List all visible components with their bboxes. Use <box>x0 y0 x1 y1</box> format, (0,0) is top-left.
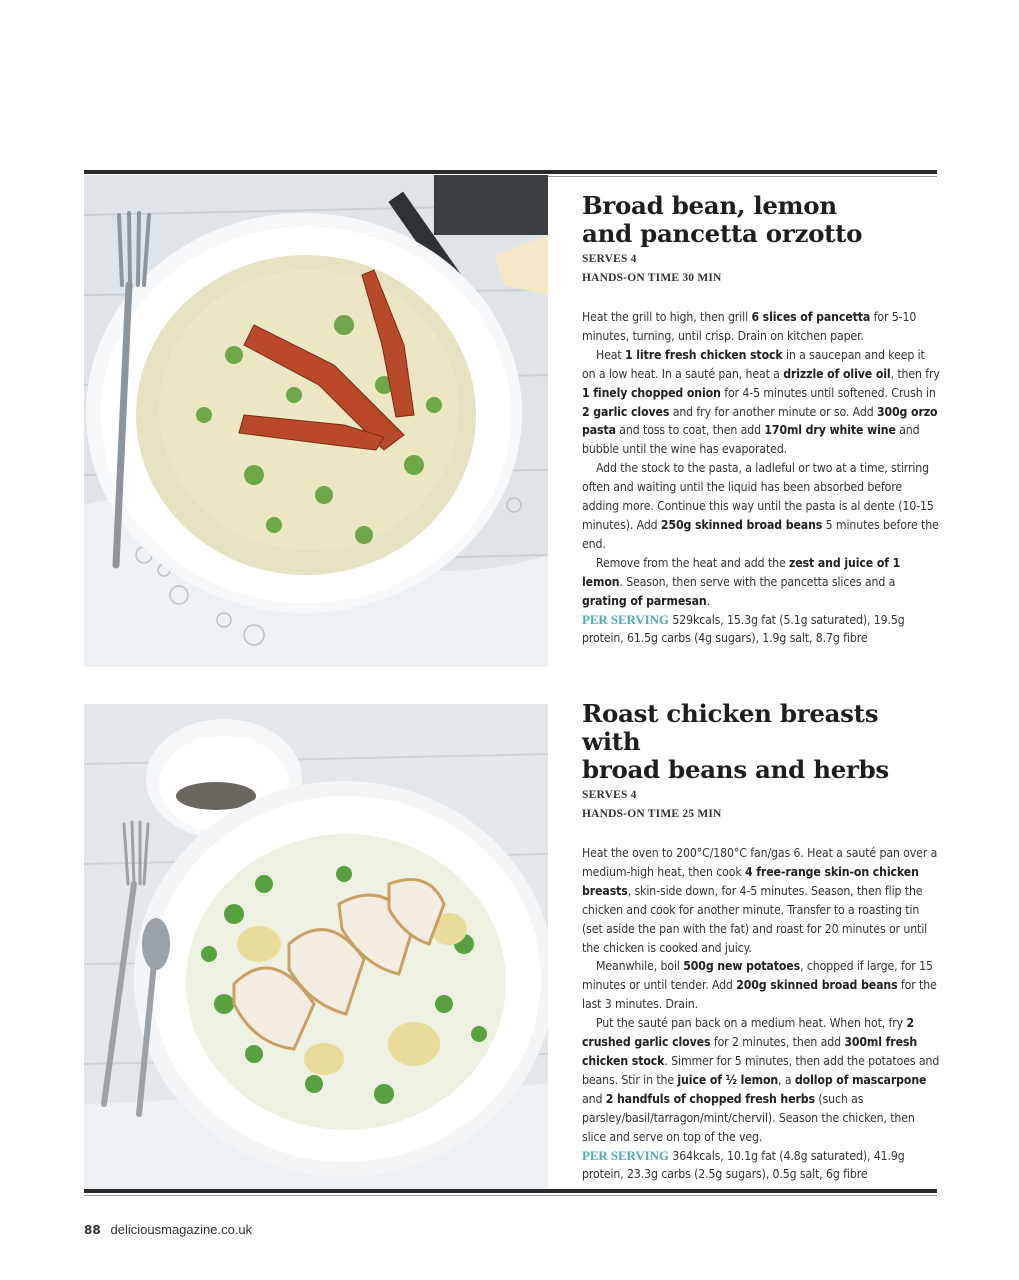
method-paragraph: Remove from the heat and add the zest and juice of 1 lemon. Season, then serve with the pancetta slices and a grating of parmesan. <box>582 555 901 608</box>
ingredient: grating of parmesan <box>582 593 707 608</box>
ingredient: 300g orzo pasta <box>582 404 938 438</box>
ingredient: 4 free-range skin-on chicken breasts <box>582 864 919 898</box>
ingredient: drizzle of olive oil <box>783 366 891 381</box>
recipe-method <box>582 308 940 648</box>
per-serving: PER SERVING 364kcals, 10.1g fat (4.8g saturated), 41.9g protein, 23.3g carbs (2.5g sugars), 0.5g salt, 6g fibre <box>582 1147 905 1182</box>
recipe-method <box>582 844 940 1184</box>
ingredient: zest and juice of 1 lemon <box>582 555 901 589</box>
ingredient: 1 litre fresh chicken stock <box>625 347 783 362</box>
recipe-orzotto <box>582 192 940 648</box>
time-label: HANDS-ON TIME 30 MIN <box>582 272 722 284</box>
recipe-title: Roast chicken breasts with broad beans and herbs <box>582 699 889 784</box>
method-paragraph: Put the sauté pan back on a medium heat. When hot, fry 2 crushed garlic cloves for 2 minutes, then add 300ml fresh chicken stock. Simmer for 5 minutes, then add the potatoes and beans. Stir in the juice of ½ lemon, a dollop of mascarpone and 2 handfuls of chopped fresh herbs (such as parsley/basil/tarragon/mint/chervil). Season the chicken, then slice and serve on top of the veg. <box>582 1016 940 1144</box>
recipe-meta <box>582 786 940 824</box>
method-paragraph: Heat the oven to 200°C/180°C fan/gas 6. Heat a sauté pan over a medium-high heat, then cook 4 free-range skin-on chicken breasts, skin-side down, for 4-5 minutes. Season, then flip the chicken and cook for another minute. Transfer to a roasting tin (set aside the pan with the fat) and roast for 20 minutes or until the chicken is cooked and juicy. <box>582 846 938 955</box>
ingredient: 2 handfuls of chopped fresh herbs <box>605 1091 815 1106</box>
recipe-title: Broad bean, lemon and pancetta orzotto <box>582 191 863 248</box>
ingredient: 200g skinned broad beans <box>736 978 898 993</box>
method-paragraph: Heat the grill to high, then grill 6 slices of pancetta for 5-10 minutes, turning, until crisp. Drain on kitchen paper. <box>582 310 917 343</box>
per-serving-label: PER SERVING <box>582 611 669 627</box>
site-link[interactable]: deliciousmagazine.co.uk <box>110 1222 253 1237</box>
ingredient: 250g skinned broad beans <box>660 517 823 532</box>
page-footer <box>84 1222 252 1237</box>
ingredient: 2 garlic cloves <box>582 404 670 419</box>
time-label: HANDS-ON TIME 25 MIN <box>582 808 722 820</box>
recipe-meta <box>582 250 940 288</box>
ingredient: dollop of mascarpone <box>794 1072 927 1087</box>
chicken-illustration <box>84 704 548 1190</box>
method-paragraph: Meanwhile, boil 500g new potatoes, chopped if large, for 15 minutes or until tender. Add 200g skinned broad beans for the last 3 minutes. Drain. <box>582 959 937 1012</box>
ingredient: 500g new potatoes <box>683 959 801 974</box>
ingredient: 170ml dry white wine <box>764 423 896 438</box>
recipe-chicken <box>582 700 940 1184</box>
bottom-rule-thin <box>84 1195 937 1196</box>
method-paragraph: Heat 1 litre fresh chicken stock in a saucepan and keep it on a low heat. In a sauté pan, heat a drizzle of olive oil, then fry 1 finely chopped onion for 4-5 minutes until softened. Crush in 2 garlic cloves and fry for another minute or so. Add 300g orzo pasta and toss to coat, then add 170ml dry white wine and bubble until the wine has evaporated. <box>582 347 940 457</box>
ingredient: 300ml fresh chicken stock <box>582 1035 918 1068</box>
serves-label: SERVES 4 <box>582 253 637 265</box>
per-serving-label: PER SERVING <box>582 1147 669 1163</box>
per-serving: PER SERVING 529kcals, 15.3g fat (5.1g saturated), 19.5g protein, 61.5g carbs (4g sugars), 1.9g salt, 8.7g fibre <box>582 611 905 646</box>
ingredient: 6 slices of pancetta <box>751 310 871 324</box>
orzotto-photo <box>84 175 548 667</box>
ingredient: 2 crushed garlic cloves <box>582 1016 914 1050</box>
serves-label: SERVES 4 <box>582 789 637 801</box>
method-paragraph: Add the stock to the pasta, a ladleful or two at a time, stirring often and waiting until the liquid has been absorbed before adding more. Continue this way until the pasta is al dente (10-15 minutes). Add 250g skinned broad beans 5 minutes before the end. <box>582 461 939 551</box>
ingredient: juice of ½ lemon <box>677 1072 779 1087</box>
chicken-photo <box>84 704 548 1190</box>
page-number: 88 <box>84 1223 101 1237</box>
top-rule <box>84 170 937 174</box>
ingredient: 1 finely chopped onion <box>582 385 721 400</box>
orzotto-illustration <box>84 175 548 667</box>
bottom-rule <box>84 1189 937 1193</box>
